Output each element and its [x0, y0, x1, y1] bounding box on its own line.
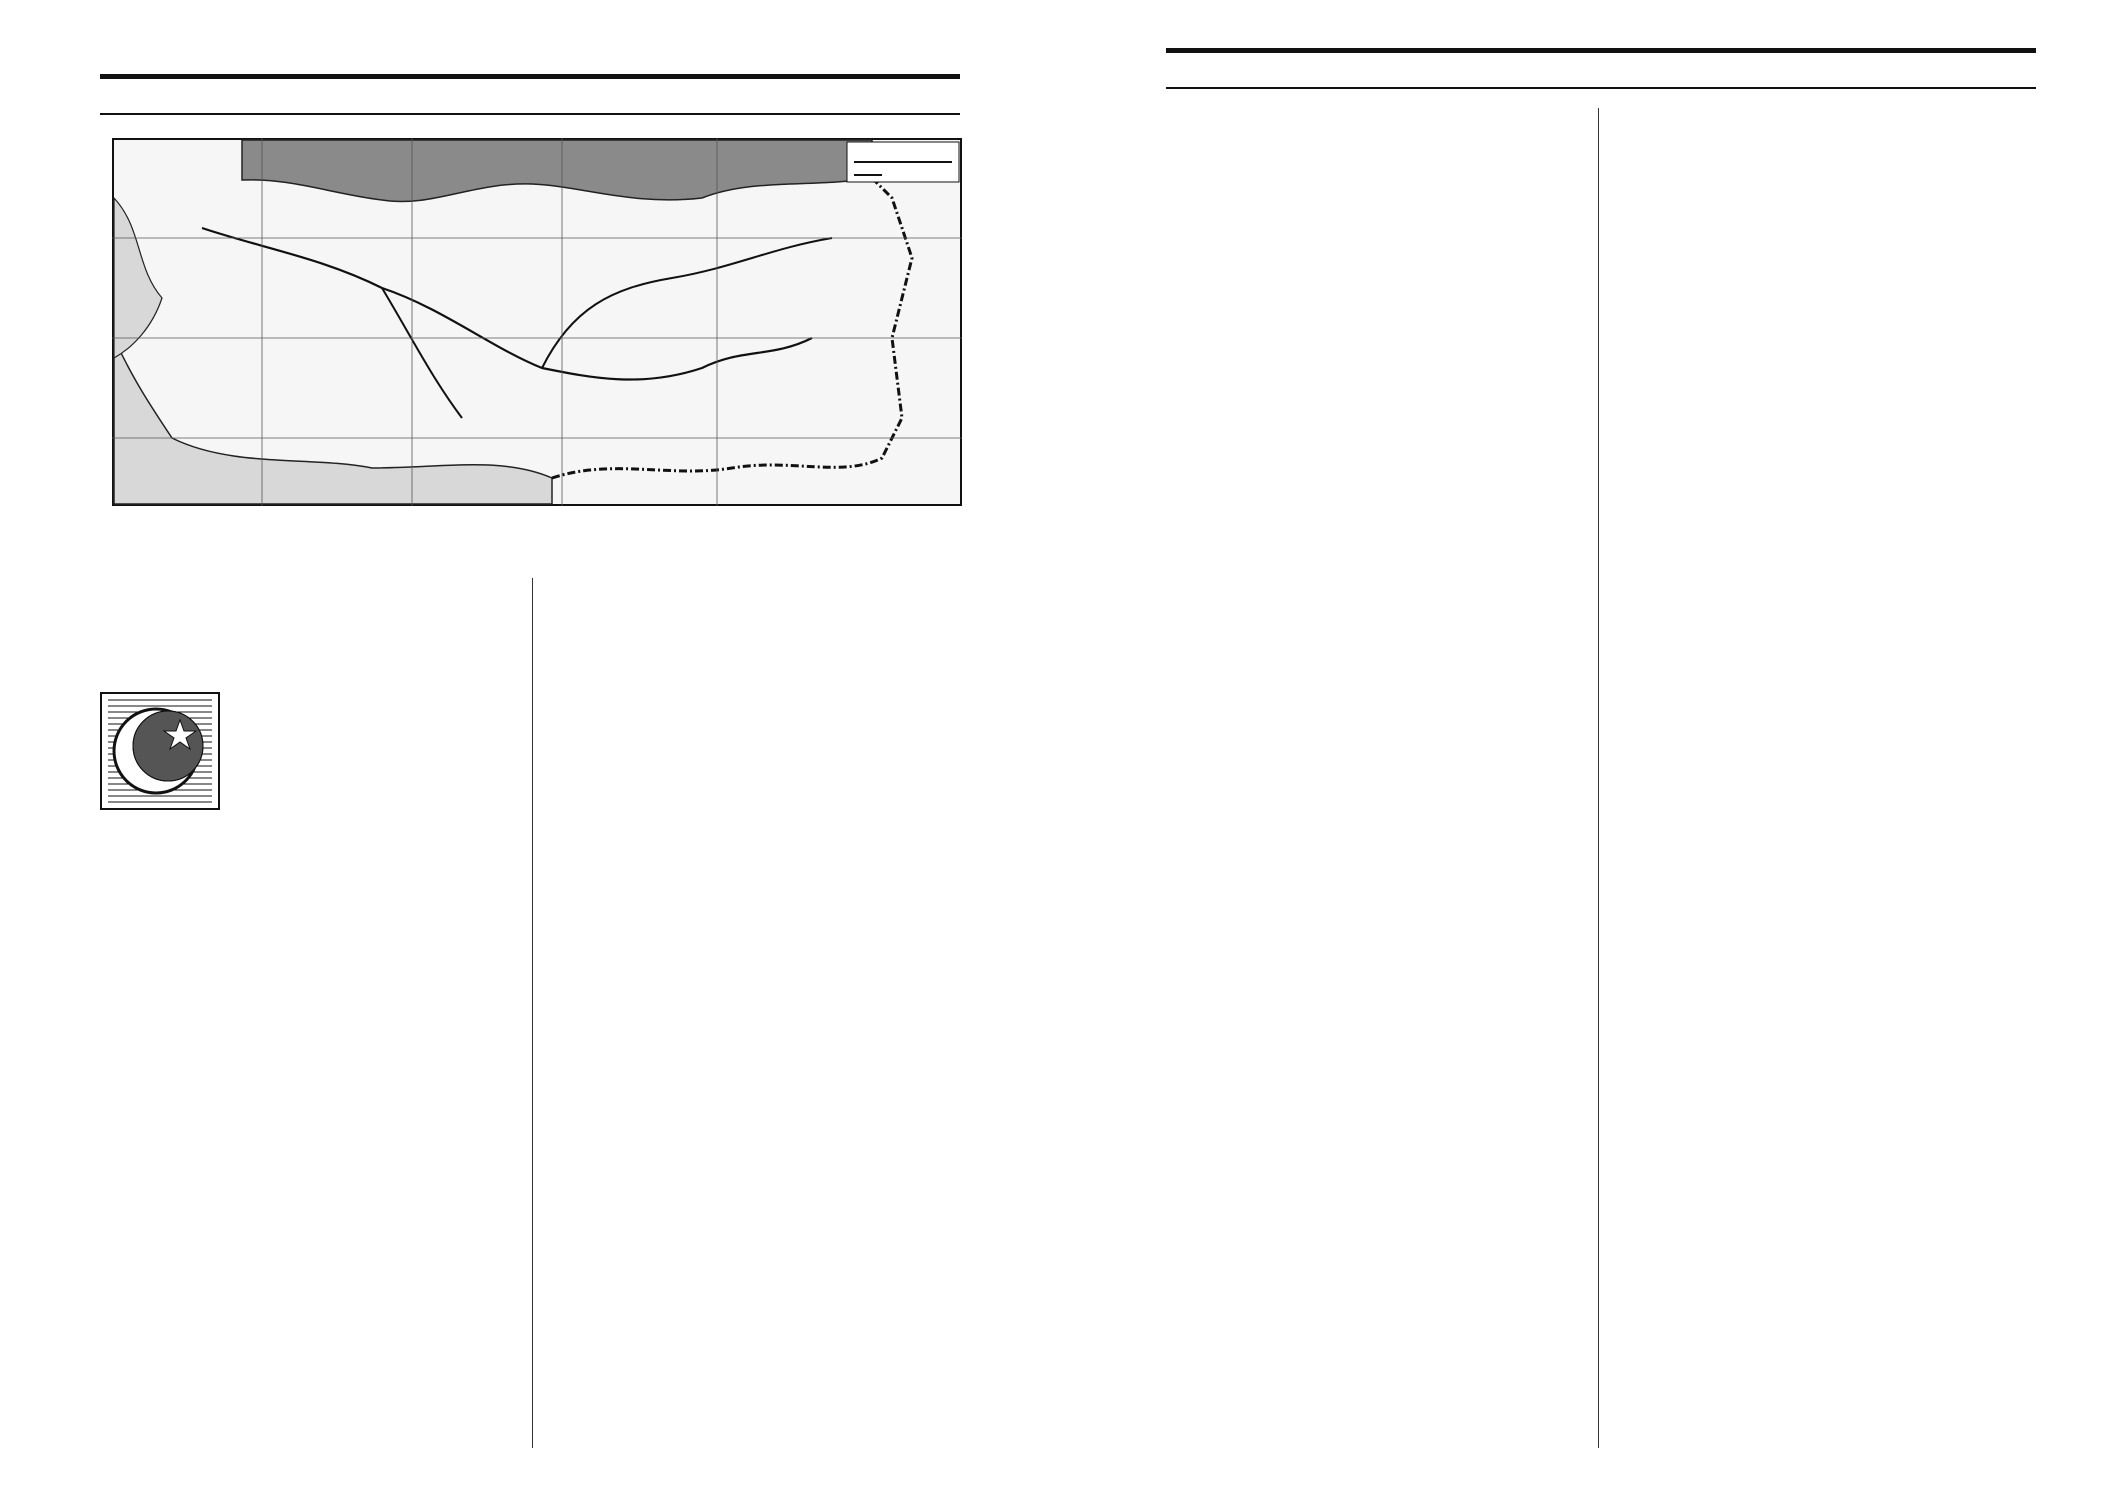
column-divider: [532, 578, 533, 1448]
header-rule-top-right: [1166, 48, 2036, 53]
left-page: [0, 0, 1040, 1500]
left-column-1: [100, 574, 518, 818]
turkey-map: [112, 138, 962, 506]
header-rule-bottom: [100, 113, 960, 115]
right-page: [1080, 0, 2110, 1500]
header-rule-top: [100, 74, 960, 79]
column-divider-right: [1598, 108, 1599, 1448]
header-rule-bottom-right: [1166, 87, 2036, 89]
emblem-figure: [100, 692, 220, 814]
turkey-emblem: [100, 692, 220, 810]
